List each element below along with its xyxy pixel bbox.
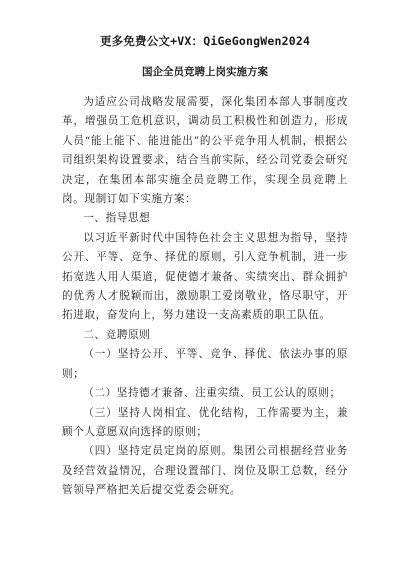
principle-item-1: （一）坚持公开、平等、竞争、择优、依法办事的原则； bbox=[62, 348, 348, 380]
principle-item-4: （四）坚持定员定岗的原则。集团公司根据经营业务及经营效益情况，合理设置部门、岗位及职工总数，经分管领导严格把关后提交党委会研究。 bbox=[62, 445, 348, 497]
promo-banner: 更多免费公文+VX：QiGeGongWen2024 bbox=[99, 34, 311, 48]
section-heading-principles: 二、竞聘原则 bbox=[83, 328, 151, 341]
intro-paragraph: 为适应公司战略发展需要，深化集团本部人事制度改革，增强员工危机意识，调动员工积极性和创造力，形成人员“能上能下、能进能出”的公平竞争用人机制，根据公司组织架构设置要求，结合当前实际，经公司党委会研究决定，在集团本部实施全员竞聘工作，实现全员竞聘上岗。现制订如下实施方案： bbox=[62, 96, 348, 206]
principle-item-3: （三）坚持人岗相宜、优化结构，工作需要为主，兼顾个人意愿双向选择的原则； bbox=[62, 406, 348, 438]
guiding-ideology-paragraph: 以习近平新时代中国特色社会主义思想为指导，坚持公开、平等、竞争、择优的原则，引入竞争机制，进一步拓宽选人用人渠道，促使德才兼备、实绩突出、群众拥护的优秀人才脱颖而出，激励职工爱岗敬业，恪尽职守，开拓进取，奋发向上，努力建设一支高素质的职工队伍。 bbox=[62, 231, 348, 322]
section-heading-guiding-ideology: 一、指导思想 bbox=[83, 212, 151, 225]
document-body bbox=[62, 93, 348, 501]
document-title: 国企全员竞聘上岗实施方案 bbox=[142, 66, 268, 78]
principle-item-2: （二）坚持德才兼备、注重实绩、员工公认的原则； bbox=[83, 387, 341, 400]
